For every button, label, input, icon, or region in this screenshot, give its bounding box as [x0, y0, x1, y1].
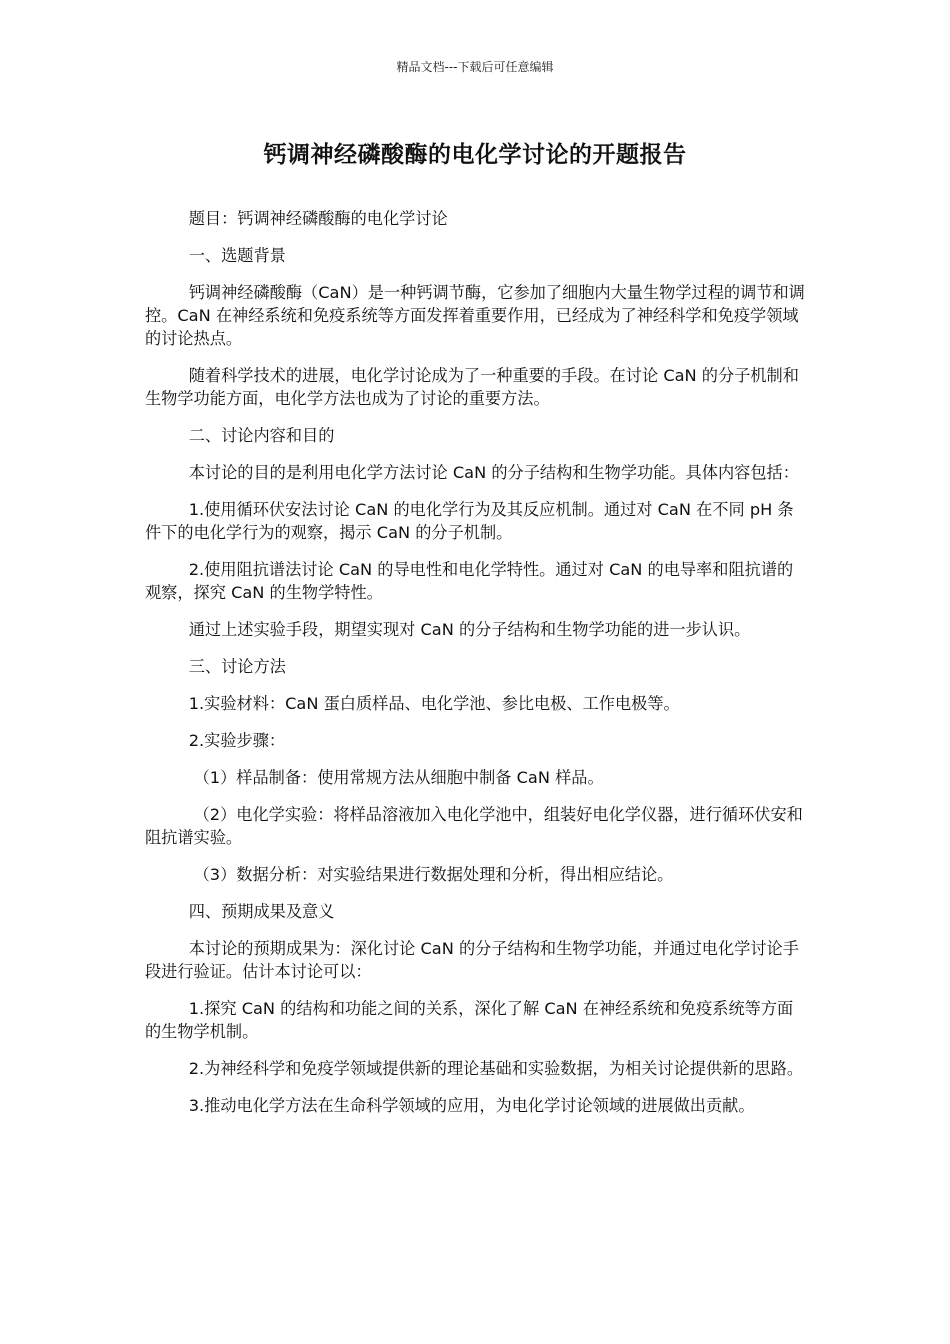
- topic-line: 题目：钙调神经磷酸酶的电化学讨论: [188, 209, 448, 228]
- list-item: 1.实验材料：CaN 蛋白质样品、电化学池、参比电极、工作电极等。: [188, 694, 680, 713]
- paragraph: 钙调神经磷酸酶（CaN）是一种钙调节酶，它参加了细胞内大量生物学过程的调节和调控。CaN 在神经系统和免疫系统等方面发挥着重要作用，已经成为了神经科学和免疫学领域的讨论热点。: [145, 283, 805, 348]
- section-heading-outcome: 四、预期成果及意义: [188, 902, 335, 921]
- document-title: 钙调神经磷酸酶的电化学讨论的开题报告: [263, 142, 687, 168]
- paragraph: 随着科学技术的进展，电化学讨论成为了一种重要的手段。在讨论 CaN 的分子机制和生物学功能方面，电化学方法也成为了讨论的重要方法。: [145, 366, 799, 408]
- sub-list-item: （2）电化学实验：将样品溶液加入电化学池中，组装好电化学仪器，进行循环伏安和阻抗谱实验。: [145, 805, 803, 847]
- paragraph: 本讨论的目的是利用电化学方法讨论 CaN 的分子结构和生物学功能。具体内容包括：: [188, 463, 799, 482]
- list-item: 1.使用循环伏安法讨论 CaN 的电化学行为及其反应机制。通过对 CaN 在不同 pH 条件下的电化学行为的观察，揭示 CaN 的分子机制。: [145, 500, 794, 542]
- sub-list-item: （1）样品制备：使用常规方法从细胞中制备 CaN 样品。: [193, 768, 604, 787]
- paragraph: 本讨论的预期成果为：深化讨论 CaN 的分子结构和生物学功能，并通过电化学讨论手段进行验证。估计本讨论可以：: [145, 939, 799, 981]
- section-heading-background: 一、选题背景: [188, 246, 286, 265]
- list-item: 2.为神经科学和免疫学领域提供新的理论基础和实验数据，为相关讨论提供新的思路。: [188, 1059, 804, 1078]
- list-item: 2.使用阻抗谱法讨论 CaN 的导电性和电化学特性。通过对 CaN 的电导率和阻抗谱的观察，探究 CaN 的生物学特性。: [145, 560, 794, 602]
- list-item: 3.推动电化学方法在生命科学领域的应用，为电化学讨论领域的进展做出贡献。: [188, 1096, 755, 1115]
- list-item: 1.探究 CaN 的结构和功能之间的关系，深化了解 CaN 在神经系统和免疫系统等方面的生物学机制。: [145, 999, 794, 1041]
- list-item: 2.实验步骤：: [188, 731, 286, 750]
- paragraph: 通过上述实验手段，期望实现对 CaN 的分子结构和生物学功能的进一步认识。: [188, 620, 751, 639]
- document-body: [145, 207, 807, 1131]
- section-heading-content: 二、讨论内容和目的: [188, 426, 335, 445]
- page-header: 精品文档---下载后可任意编辑: [396, 60, 554, 74]
- sub-list-item: （3）数据分析：对实验结果进行数据处理和分析，得出相应结论。: [193, 865, 674, 884]
- section-heading-method: 三、讨论方法: [188, 657, 286, 676]
